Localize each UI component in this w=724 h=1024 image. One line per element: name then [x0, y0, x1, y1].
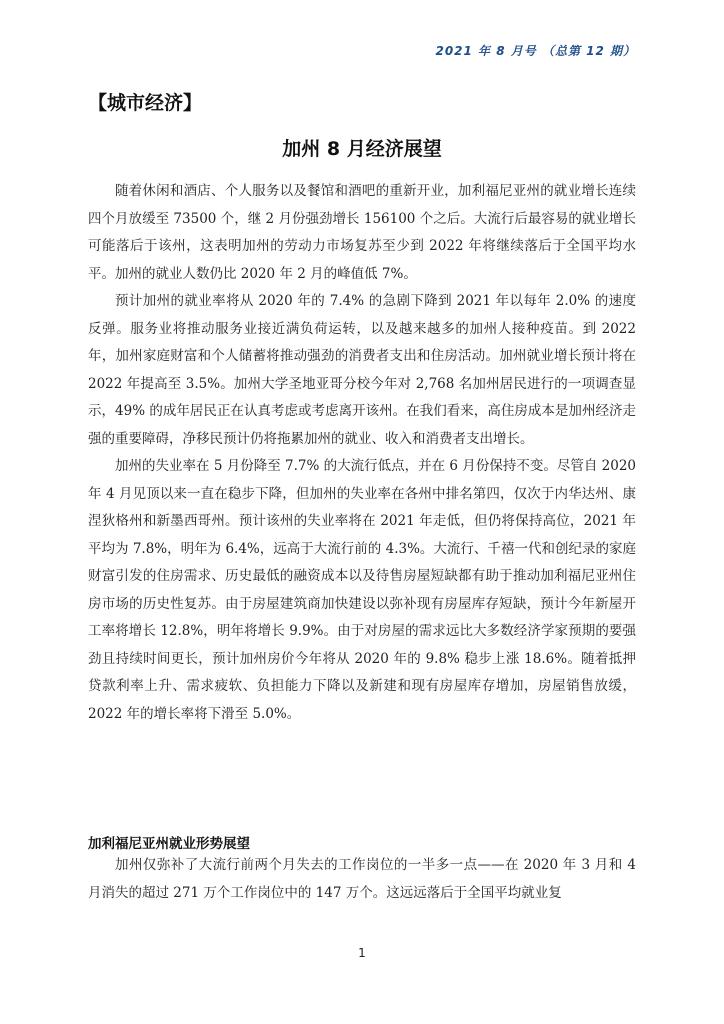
section-label: 【城市经济】	[88, 92, 203, 114]
article-body	[88, 178, 636, 728]
paragraph: 随着休闲和酒店、个人服务以及餐馆和酒吧的重新开业，加利福尼亚州的就业增长连续四个月放缓至 73500 个，继 2 月份强劲增长 156100 个之后。大流行后最容易的就业增长可能落后于该州，这表明加州的劳动力市场复苏至少到 2022 年将继续落后于全国平均水平。加州的就业人数仍比 2020 年 2 月的峰值低 7%。	[88, 183, 636, 282]
page-title: 加州 8 月经济展望	[282, 138, 442, 160]
issue-header: 2021 年 8 月号 （总第 12 期）	[435, 44, 636, 58]
paragraph: 加州仅弥补了大流行前两个月失去的工作岗位的一半多一点——在 2020 年 3 月和 4 月消失的超过 271 万个工作岗位中的 147 万个。这远远落后于全国平均就业复	[88, 857, 636, 901]
paragraph: 加州的失业率在 5 月份降至 7.7% 的大流行低点，并在 6 月份保持不变。尽管自 2020 年 4 月见顶以来一直在稳步下降，但加州的失业率在各州中排名第四，仅次于内华达州、康涅狄格州和新墨西哥州。预计该州的失业率将在 2021 年走低，但仍将保持高位，2021 年平均为 7.8%，明年为 6.4%，远高于大流行前的 4.3%。大流行、千禧一代和创纪录的家庭财富引发的住房需求、历史最低的融资成本以及待售房屋短缺都有助于推动加利福尼亚州住房市场的历史性复苏。由于房屋建筑商加快建设以弥补现有房屋库存短缺，预计今年新屋开工率将增长 12.8%，明年将增长 9.9%。由于对房屋的需求远比大多数经济学家预期的要强劲且持续时间更长，预计加州房价今年将从 2020 年的 9.8% 稳步上涨 18.6%。随着抵押贷款利率上升、需求疲软、负担能力下降以及新建和现有房屋库存增加，房屋销售放缓，2022 年的增长率将下滑至 5.0%。	[88, 458, 636, 722]
article-body-continued	[88, 852, 636, 912]
paragraph: 预计加州的就业率将从 2020 年的 7.4% 的急剧下降到 2021 年以每年 2.0% 的速度反弹。服务业将推动服务业接近满负荷运转，以及越来越多的加州人接种疫苗。到 2022 年，加州家庭财富和个人储蓄将推动强劲的消费者支出和住房活动。加州就业增长预计将在 2022 年提高至 3.5%。加州大学圣地亚哥分校今年对 2,768 名加州居民进行的一项调查显示，49% 的成年居民正在认真考虑或考虑离开该州。在我们看来，高住房成本是加州经济走强的重要障碍，净移民预计仍将拖累加州的就业、收入和消费者支出增长。	[88, 293, 636, 447]
subheading: 加利福尼亚州就业形势展望	[88, 836, 250, 852]
page-number: 1	[358, 946, 366, 960]
